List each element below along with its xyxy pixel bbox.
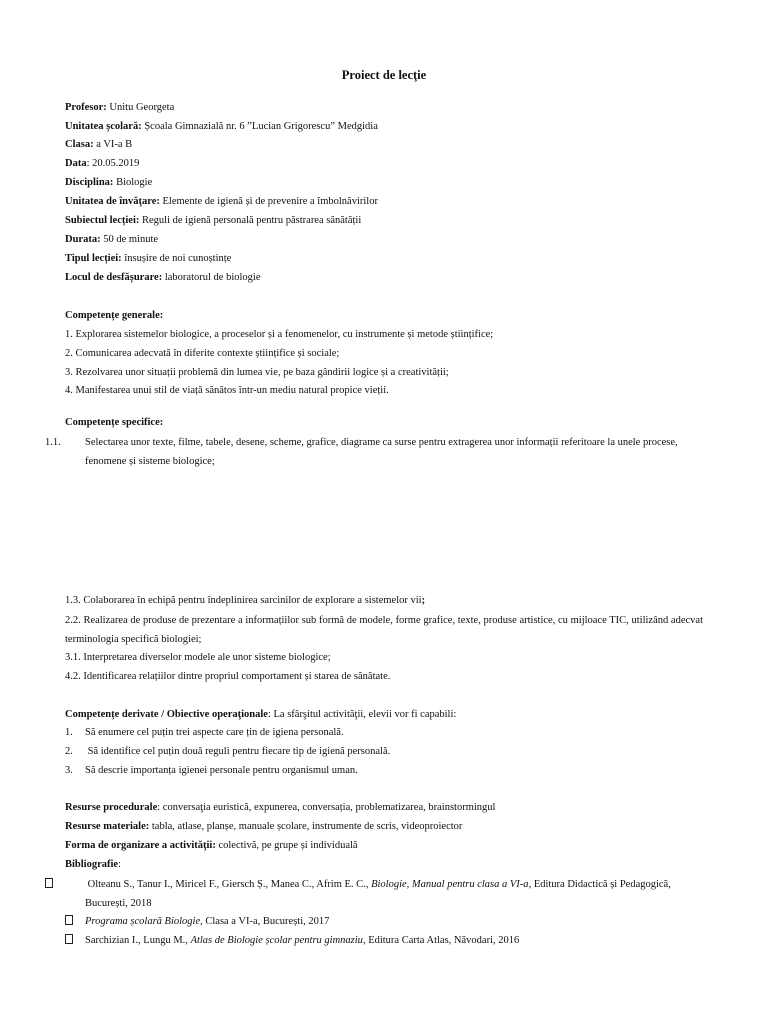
- competenta-specifica-2-2: 2.2. Realizarea de produse de prezentare a informațiilor sub formă de modele, forme grafice, texte, produse artistice, cu mijloace TIC, utilizând adecvat terminologia specifică biologiei;: [65, 615, 703, 645]
- item-number: 2.: [65, 746, 73, 757]
- item-end: ;: [421, 595, 426, 606]
- competente-generale-heading: Competențe generale:: [65, 310, 164, 321]
- info-value: a VI-a B: [93, 139, 133, 150]
- obiectiv-item: [65, 745, 390, 759]
- item-text: Selectarea unor texte, filme, tabele, desene, scheme, grafice, diagrame ca surse pentru extragerea unor informații referitoare la unele procese, fenomene și sisteme biologice;: [85, 437, 678, 467]
- competente-specifice-heading: Competențe specifice:: [65, 417, 164, 428]
- bib-text-title: Atlas de Biologie școlar pentru gimnaziu: [190, 935, 363, 946]
- obiectiv-item: [65, 764, 358, 778]
- bib-text-pre: Olteanu S., Tanur I., Miricel F., Giersch Ș., Manea C., Afrim E. C.,: [85, 879, 372, 890]
- competenta-specifica-3-1: 3.1. Interpretarea diverselor modele ale unor sisteme biologice;: [65, 652, 331, 663]
- info-label: Disciplina:: [65, 177, 114, 188]
- forma-organizare: [65, 839, 358, 853]
- info-locul: [65, 271, 260, 285]
- info-subiectul: [65, 214, 361, 228]
- bib-text-post: , Clasa a VI-a, București, 2017: [200, 916, 330, 927]
- item-number: 1.: [65, 727, 73, 738]
- bibliografie-label: Bibliografie: [65, 859, 119, 870]
- bibliografie-item: [65, 875, 703, 913]
- obiectiv-item: [65, 726, 344, 740]
- bullet-box-icon: [65, 875, 85, 894]
- info-tipul: [65, 252, 231, 266]
- info-label: Unitatea de învăţare:: [65, 196, 160, 207]
- info-value: Școala Gimnazială nr. 6 ”Lucian Grigorescu” Medgidia: [141, 121, 378, 132]
- bibliografie-item: [65, 915, 329, 929]
- bib-text-pre: Sarchizian I., Lungu M.,: [85, 935, 191, 946]
- bibliografie-item: [65, 934, 519, 948]
- bibliografie-heading: [65, 858, 121, 872]
- competenta-specifica-1-1: [45, 433, 703, 471]
- info-label: Data: [65, 158, 87, 169]
- item-number: 3.: [65, 765, 73, 776]
- bib-text-title: Biologie, Manual pentru clasa a VI-a: [371, 879, 529, 890]
- item-text: Să identifice cel puțin două reguli pentru fiecare tip de igienă personală.: [85, 746, 391, 757]
- info-label: Profesor:: [65, 102, 107, 113]
- info-value: laboratorul de biologie: [162, 272, 261, 283]
- competenta-generala-item: 3. Rezolvarea unor situații problemă din lumea vie, pe baza gândirii logice și a creativității;: [65, 367, 449, 378]
- info-value: Unitu Georgeta: [106, 102, 175, 113]
- info-label: Unitatea școlară:: [65, 121, 142, 132]
- item-text: Să enumere cel puțin trei aspecte care țin de igiena personală.: [85, 727, 344, 738]
- bibliografie-colon: :: [118, 859, 122, 870]
- bib-text-title: Programa școlară Biologie: [85, 916, 201, 927]
- competenta-specifica-4-2: 4.2. Identificarea relațiilor dintre propriul comportament și starea de sănătate.: [65, 671, 391, 682]
- resurse-value: tabla, atlase, planșe, manuale școlare, instrumente de scris, videoproiector: [149, 821, 463, 832]
- bib-text-post: , Editura Didactică și Pedagogică, București, 2018: [85, 879, 671, 909]
- resurse-materiale: [65, 820, 462, 834]
- obiective-intro: : La sfârşitul activităţii, elevii vor fi capabili:: [267, 709, 457, 720]
- resurse-label: Forma de organizare a activităţii:: [65, 840, 216, 851]
- resurse-value: : conversaţia euristică, expunerea, conversația, problematizarea, brainstormingul: [157, 802, 496, 813]
- info-unitatea-invatare: [65, 195, 378, 209]
- info-data: [65, 157, 139, 171]
- info-label: Durata:: [65, 234, 101, 245]
- info-value: Elemente de igienă și de prevenire a îmbolnăvirilor: [159, 196, 378, 207]
- info-value: însușire de noi cunoștințe: [121, 253, 232, 264]
- obiective-heading: [65, 708, 456, 722]
- info-profesor: [65, 101, 174, 115]
- competenta-specifica-1-3: [65, 594, 425, 608]
- bib-text-post: , Editura Carta Atlas, Năvodari, 2016: [362, 935, 520, 946]
- info-unitatea-scolara: [65, 120, 378, 134]
- item-number: 1.1.: [45, 437, 61, 448]
- info-durata: [65, 233, 158, 247]
- resurse-procedurale: [65, 801, 495, 815]
- info-label: Tipul lecției:: [65, 253, 122, 264]
- info-value: 50 de minute: [100, 234, 159, 245]
- info-value: : 20.05.2019: [86, 158, 140, 169]
- info-clasa: [65, 138, 132, 152]
- bullet-box-icon: [65, 915, 85, 929]
- info-label: Locul de desfășurare:: [65, 272, 163, 283]
- resurse-label: Resurse materiale:: [65, 821, 150, 832]
- obiective-label: Competențe derivate / Obiective operaţionale: [65, 709, 268, 720]
- info-label: Subiectul lecției:: [65, 215, 140, 226]
- item-text: 1.3. Colaborarea în echipă pentru îndeplinirea sarcinilor de explorare a sistemelor vii: [65, 595, 422, 606]
- info-value: Reguli de igienă personală pentru păstrarea sănătății: [139, 215, 362, 226]
- competenta-generala-item: 2. Comunicarea adecvată în diferite contexte științifice și sociale;: [65, 348, 340, 359]
- bullet-box-icon: [65, 934, 85, 948]
- document-title: Proiect de lecţie: [341, 68, 427, 82]
- info-disciplina: [65, 176, 152, 190]
- resurse-value: colectivă, pe grupe și individuală: [215, 840, 358, 851]
- resurse-label: Resurse procedurale: [65, 802, 158, 813]
- competenta-generala-item: 4. Manifestarea unui stil de viață sănătos într-un mediu natural propice vieții.: [65, 385, 389, 396]
- item-text: Să descrie importanța igienei personale pentru organismul uman.: [85, 765, 358, 776]
- info-value: Biologie: [113, 177, 153, 188]
- competenta-generala-item: 1. Explorarea sistemelor biologice, a proceselor și a fenomenelor, cu instrumente și metode științifice;: [65, 329, 494, 340]
- info-label: Clasa:: [65, 139, 94, 150]
